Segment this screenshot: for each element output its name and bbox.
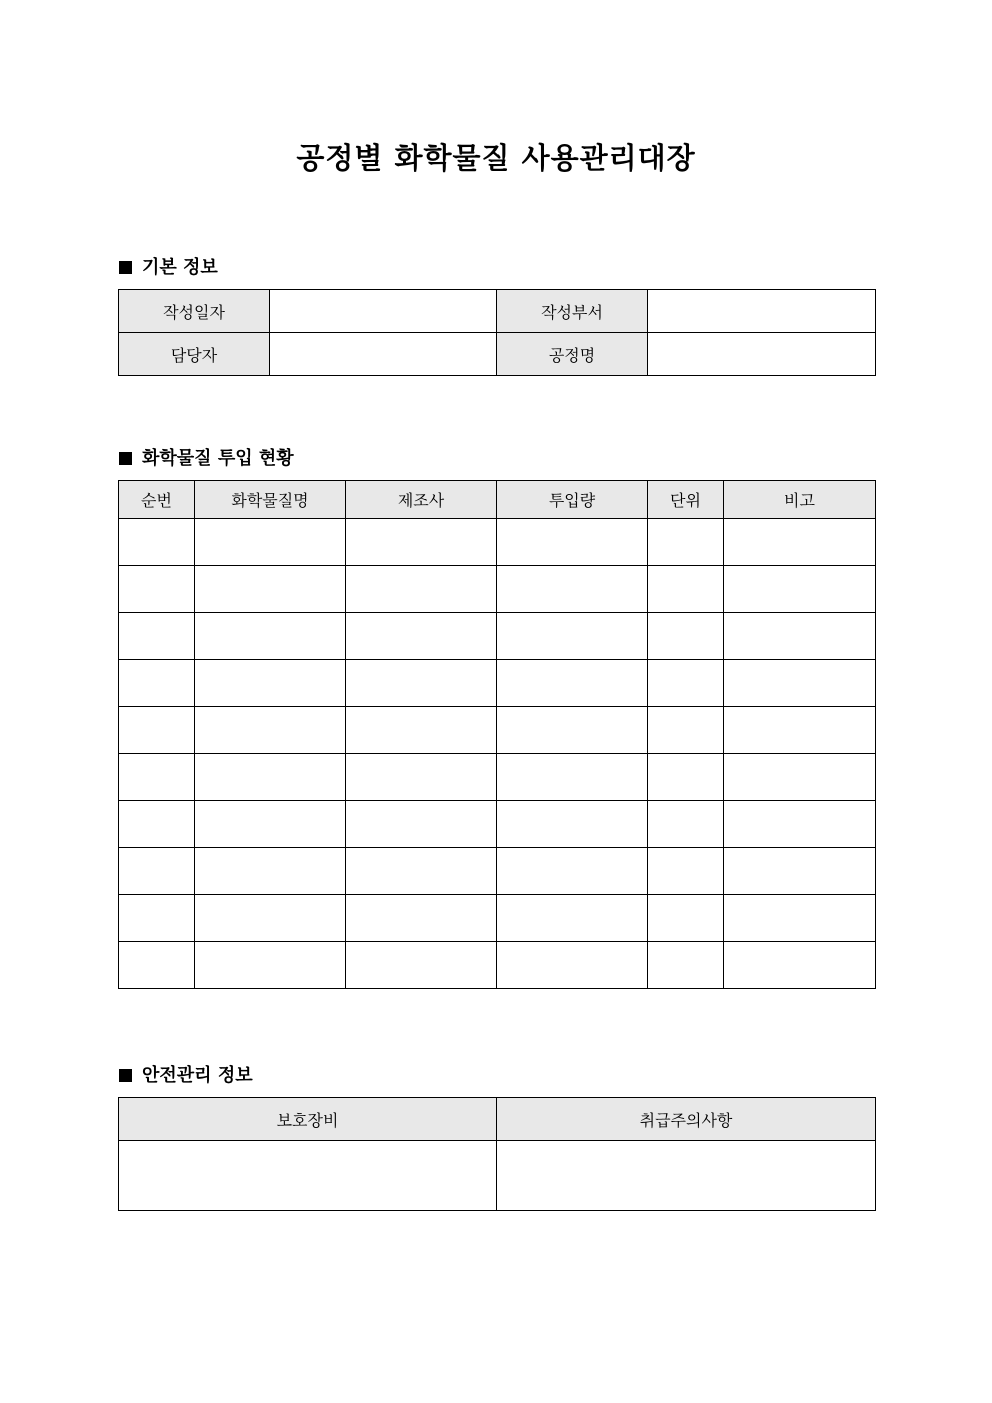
column-header-unit: 단위	[648, 481, 724, 519]
square-bullet-icon	[119, 261, 132, 274]
cell-input-amount[interactable]	[497, 754, 648, 801]
page-title: 공정별 화학물질 사용관리대장	[296, 141, 696, 175]
cell-no[interactable]	[119, 895, 195, 942]
cell-input-amount[interactable]	[497, 613, 648, 660]
chemical-input-table	[118, 480, 876, 989]
cell-no[interactable]	[119, 707, 195, 754]
table-header-row	[119, 481, 876, 519]
cell-chemical-name[interactable]	[195, 754, 346, 801]
section-heading-chemical-input	[119, 444, 294, 470]
cell-remarks[interactable]	[724, 519, 876, 566]
cell-no[interactable]	[119, 519, 195, 566]
table-row	[119, 895, 876, 942]
cell-remarks[interactable]	[724, 613, 876, 660]
cell-manufacturer[interactable]	[346, 519, 497, 566]
table-row	[119, 333, 876, 376]
table-row	[119, 754, 876, 801]
cell-input-amount[interactable]	[497, 707, 648, 754]
cell-input-amount[interactable]	[497, 942, 648, 989]
cell-unit[interactable]	[648, 660, 724, 707]
protective-equipment-field[interactable]	[119, 1141, 497, 1211]
cell-no[interactable]	[119, 660, 195, 707]
cell-no[interactable]	[119, 613, 195, 660]
cell-unit[interactable]	[648, 519, 724, 566]
cell-unit[interactable]	[648, 707, 724, 754]
cell-unit[interactable]	[648, 801, 724, 848]
cell-manufacturer[interactable]	[346, 801, 497, 848]
cell-remarks[interactable]	[724, 660, 876, 707]
cell-chemical-name[interactable]	[195, 895, 346, 942]
column-header-chemical-name: 화학물질명	[195, 481, 346, 519]
cell-remarks[interactable]	[724, 942, 876, 989]
cell-unit[interactable]	[648, 942, 724, 989]
cell-no[interactable]	[119, 566, 195, 613]
cell-unit[interactable]	[648, 613, 724, 660]
section-heading-label: 기본 정보	[142, 257, 218, 278]
basic-info-table	[118, 289, 876, 376]
column-header-handling-precautions: 취급주의사항	[497, 1098, 876, 1141]
cell-chemical-name[interactable]	[195, 848, 346, 895]
column-header-protective-equipment: 보호장비	[119, 1098, 497, 1141]
section-heading-label: 화학물질 투입 현황	[142, 448, 294, 469]
cell-chemical-name[interactable]	[195, 613, 346, 660]
cell-chemical-name[interactable]	[195, 942, 346, 989]
cell-no[interactable]	[119, 754, 195, 801]
section-heading-safety-info	[119, 1061, 253, 1087]
table-header-row	[119, 1098, 876, 1141]
department-field[interactable]	[648, 290, 876, 333]
safety-info-table	[118, 1097, 876, 1211]
section-heading-label: 안전관리 정보	[142, 1065, 253, 1086]
cell-unit[interactable]	[648, 848, 724, 895]
table-row	[119, 942, 876, 989]
table-row	[119, 566, 876, 613]
cell-manufacturer[interactable]	[346, 942, 497, 989]
cell-input-amount[interactable]	[497, 801, 648, 848]
table-row	[119, 707, 876, 754]
cell-remarks[interactable]	[724, 895, 876, 942]
cell-input-amount[interactable]	[497, 519, 648, 566]
table-row	[119, 660, 876, 707]
cell-unit[interactable]	[648, 754, 724, 801]
table-row	[119, 290, 876, 333]
table-row	[119, 801, 876, 848]
cell-unit[interactable]	[648, 566, 724, 613]
table-row	[119, 519, 876, 566]
handling-precautions-field[interactable]	[497, 1141, 876, 1211]
cell-no[interactable]	[119, 801, 195, 848]
cell-input-amount[interactable]	[497, 566, 648, 613]
table-row	[119, 848, 876, 895]
column-header-manufacturer: 제조사	[346, 481, 497, 519]
cell-no[interactable]	[119, 942, 195, 989]
cell-chemical-name[interactable]	[195, 801, 346, 848]
column-header-remarks: 비고	[724, 481, 876, 519]
cell-remarks[interactable]	[724, 801, 876, 848]
cell-input-amount[interactable]	[497, 895, 648, 942]
table-row	[119, 613, 876, 660]
square-bullet-icon	[119, 1069, 132, 1082]
cell-manufacturer[interactable]	[346, 754, 497, 801]
label-department: 작성부서	[497, 290, 648, 333]
cell-no[interactable]	[119, 848, 195, 895]
cell-chemical-name[interactable]	[195, 660, 346, 707]
cell-input-amount[interactable]	[497, 848, 648, 895]
label-process: 공정명	[497, 333, 648, 376]
label-date: 작성일자	[119, 290, 270, 333]
cell-remarks[interactable]	[724, 707, 876, 754]
cell-manufacturer[interactable]	[346, 613, 497, 660]
column-header-input-amount: 투입량	[497, 481, 648, 519]
process-field[interactable]	[648, 333, 876, 376]
cell-chemical-name[interactable]	[195, 519, 346, 566]
cell-remarks[interactable]	[724, 566, 876, 613]
cell-unit[interactable]	[648, 895, 724, 942]
cell-manufacturer[interactable]	[346, 566, 497, 613]
cell-remarks[interactable]	[724, 754, 876, 801]
date-field[interactable]	[270, 290, 497, 333]
cell-manufacturer[interactable]	[346, 895, 497, 942]
cell-input-amount[interactable]	[497, 660, 648, 707]
cell-manufacturer[interactable]	[346, 707, 497, 754]
cell-manufacturer[interactable]	[346, 660, 497, 707]
square-bullet-icon	[119, 452, 132, 465]
manager-field[interactable]	[270, 333, 497, 376]
chemical-input-rows	[119, 519, 876, 989]
table-row	[119, 1141, 876, 1211]
cell-remarks[interactable]	[724, 848, 876, 895]
section-heading-basic-info	[119, 253, 218, 279]
column-header-no: 순번	[119, 481, 195, 519]
cell-manufacturer[interactable]	[346, 848, 497, 895]
cell-chemical-name[interactable]	[195, 707, 346, 754]
cell-chemical-name[interactable]	[195, 566, 346, 613]
label-manager: 담당자	[119, 333, 270, 376]
